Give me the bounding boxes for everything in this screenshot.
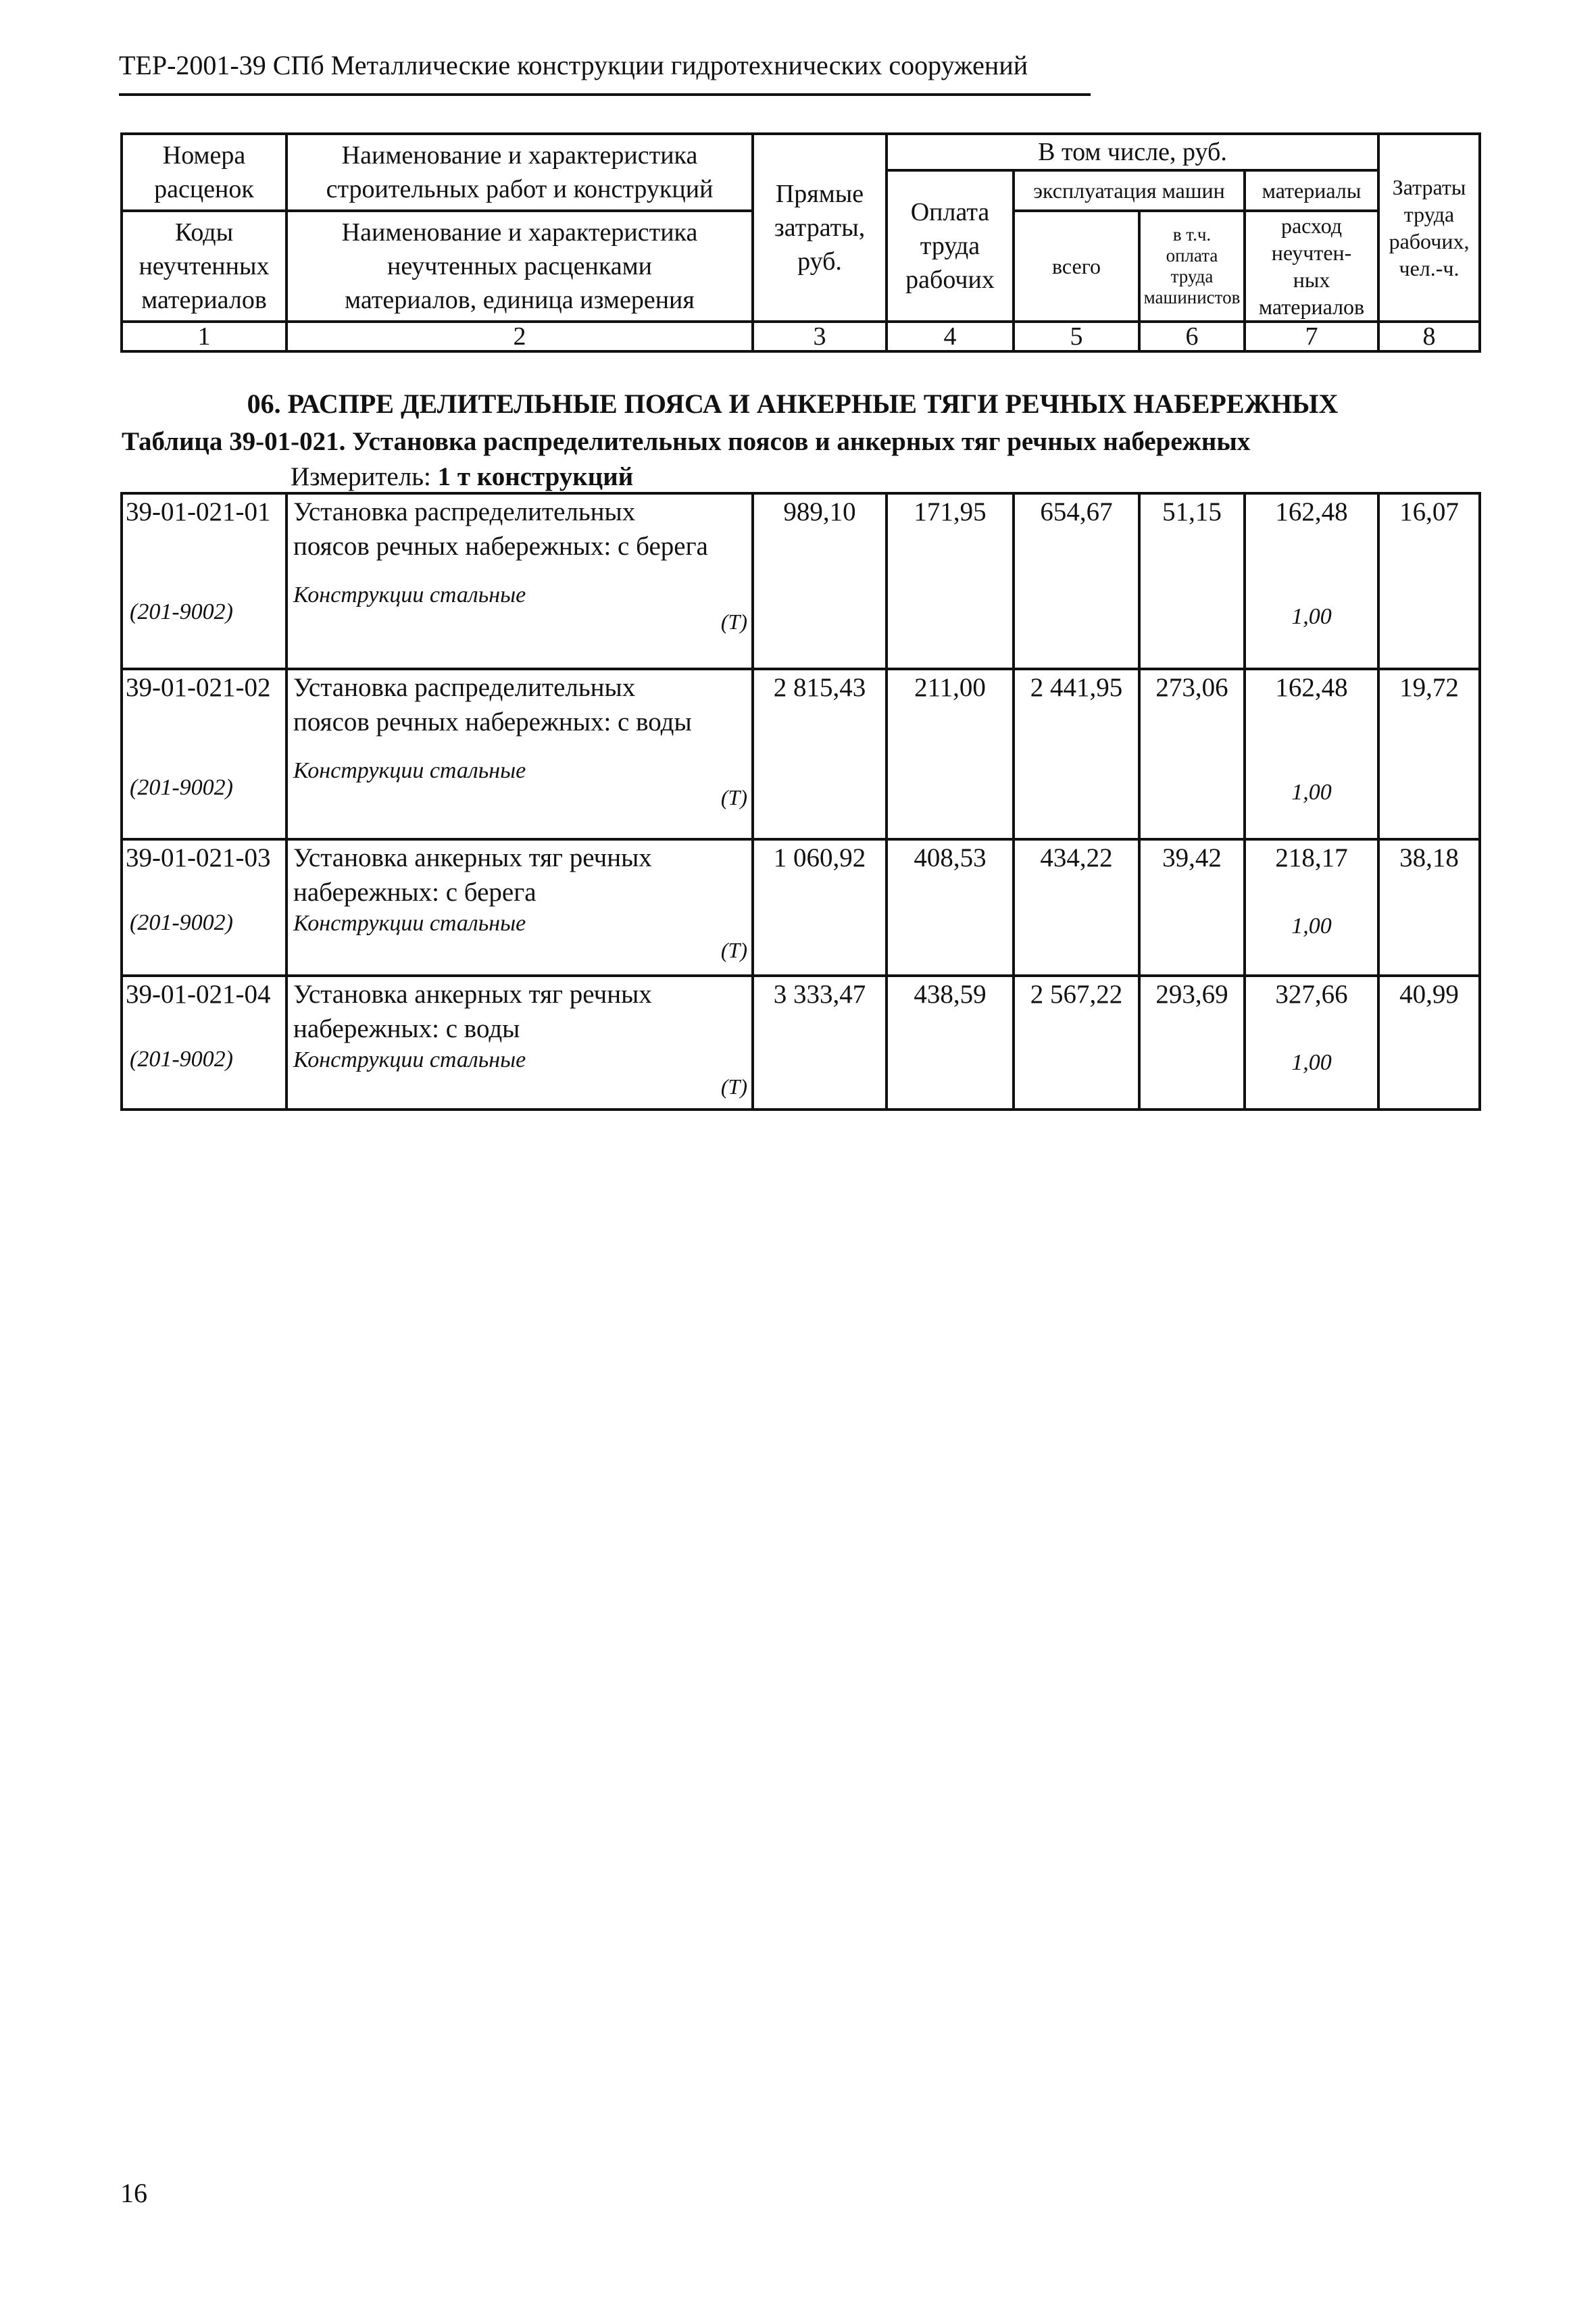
measure-unit [291,461,633,493]
materials-cell [1245,669,1378,839]
head-group: В том числе, руб. [887,134,1378,170]
machines-total: 2 567,22 [1014,976,1139,1110]
material-name: Конструкции стальные [293,582,526,607]
table-header [120,132,1481,353]
materials-cost: 162,48 [1275,497,1348,526]
rate-name-line: Установка распределительных [293,497,636,526]
head-col6: в т.ч. оплата труда машинистов [1139,211,1245,322]
head-machines: эксплуатация машин [1014,170,1245,211]
head-col7: расход неучтен- ных материалов [1245,211,1378,322]
head-materials: материалы [1245,170,1378,211]
table-row [122,493,1480,669]
rate-code: 39-01-021-04 [126,980,271,1009]
head-num-7: 7 [1245,322,1378,351]
rate-code-cell [122,493,286,669]
direct-costs: 989,10 [753,493,887,669]
section-title: 06. РАСПРЕ ДЕЛИТЕЛЬНЫЕ ПОЯСА И АНКЕРНЫЕ ТЯГИ РЕЧНЫХ НАБЕРЕЖНЫХ [247,389,1339,419]
head-col2-bottom: Наименование и характеристика неучтенных расценками материалов, единица измерения [286,211,753,322]
header-rule [119,93,1091,96]
head-num-8: 8 [1378,322,1480,351]
rate-name-cell [286,493,753,669]
machinists-pay: 273,06 [1139,669,1245,839]
measure-value: 1 т конструкций [437,462,634,491]
materials-cost: 327,66 [1275,980,1348,1009]
labor-hours: 38,18 [1378,839,1480,976]
direct-costs: 2 815,43 [753,669,887,839]
head-col4: Оплата труда рабочих [887,170,1014,322]
materials-cell [1245,839,1378,976]
rate-name-line: поясов речных набережных: с воды [293,707,692,737]
page-header-title: ТЕР-2001-39 СПб Металлические конструкции гидротехнических сооружений [119,50,1028,80]
material-quantity: 1,00 [1291,780,1332,805]
head-col5: всего [1014,211,1139,322]
material-unit: (Т) [720,785,747,810]
head-col8: Затраты труда рабочих, чел.-ч. [1378,134,1480,322]
materials-cost: 218,17 [1275,843,1348,872]
direct-costs: 3 333,47 [753,976,887,1110]
machinists-pay: 39,42 [1139,839,1245,976]
direct-costs: 1 060,92 [753,839,887,976]
machines-total: 434,22 [1014,839,1139,976]
material-code: (201-9002) [130,599,233,624]
measure-label: Измеритель: [291,462,431,491]
machines-total: 654,67 [1014,493,1139,669]
rate-code: 39-01-021-01 [126,497,271,526]
rate-name-line: набережных: с воды [293,1014,520,1043]
material-name: Конструкции стальные [293,911,526,936]
labor-pay: 171,95 [887,493,1014,669]
head-num-4: 4 [887,322,1014,351]
head-num-3: 3 [753,322,887,351]
material-code: (201-9002) [130,910,233,935]
table-row [122,839,1480,976]
rate-name-line: Установка анкерных тяг речных [293,980,652,1009]
head-col1-bottom: Коды неучтенных материалов [122,211,286,322]
material-unit: (Т) [720,609,747,634]
material-code: (201-9002) [130,1047,233,1072]
material-code: (201-9002) [130,775,233,800]
material-quantity: 1,00 [1291,914,1332,939]
machinists-pay: 51,15 [1139,493,1245,669]
materials-cell [1245,493,1378,669]
rates-table [120,492,1481,1111]
material-unit: (Т) [720,1074,747,1099]
head-num-2: 2 [286,322,753,351]
machines-total: 2 441,95 [1014,669,1139,839]
page-number: 16 [120,2178,147,2208]
labor-hours: 19,72 [1378,669,1480,839]
material-quantity: 1,00 [1291,604,1332,629]
labor-pay: 438,59 [887,976,1014,1110]
rate-name-cell [286,839,753,976]
material-name: Конструкции стальные [293,758,526,783]
rate-name-line: Установка распределительных [293,673,636,702]
materials-cell [1245,976,1378,1110]
material-name: Конструкции стальные [293,1047,526,1072]
rate-code-cell [122,839,286,976]
table-title: Таблица 39-01-021. Установка распределительных поясов и анкерных тяг речных набережных [122,427,1251,456]
material-unit: (Т) [720,938,747,962]
rate-name-cell [286,976,753,1110]
head-num-1: 1 [122,322,286,351]
labor-pay: 211,00 [887,669,1014,839]
rate-code-cell [122,669,286,839]
labor-pay: 408,53 [887,839,1014,976]
material-quantity: 1,00 [1291,1050,1332,1075]
rate-name-line: поясов речных набережных: с берега [293,532,708,561]
head-num-5: 5 [1014,322,1139,351]
materials-cost: 162,48 [1275,673,1348,702]
machinists-pay: 293,69 [1139,976,1245,1110]
head-num-6: 6 [1139,322,1245,351]
rate-name-cell [286,669,753,839]
head-col1-top: Номера расценок [122,134,286,211]
labor-hours: 16,07 [1378,493,1480,669]
table-row [122,669,1480,839]
labor-hours: 40,99 [1378,976,1480,1110]
rate-name-line: Установка анкерных тяг речных [293,843,652,872]
rate-name-line: набережных: с берега [293,878,537,907]
head-col3: Прямые затраты, руб. [753,134,887,322]
rate-code: 39-01-021-02 [126,673,271,702]
rate-code: 39-01-021-03 [126,843,271,872]
table-row [122,976,1480,1110]
head-col2-top: Наименование и характеристика строительных работ и конструкций [286,134,753,211]
rate-code-cell [122,976,286,1110]
